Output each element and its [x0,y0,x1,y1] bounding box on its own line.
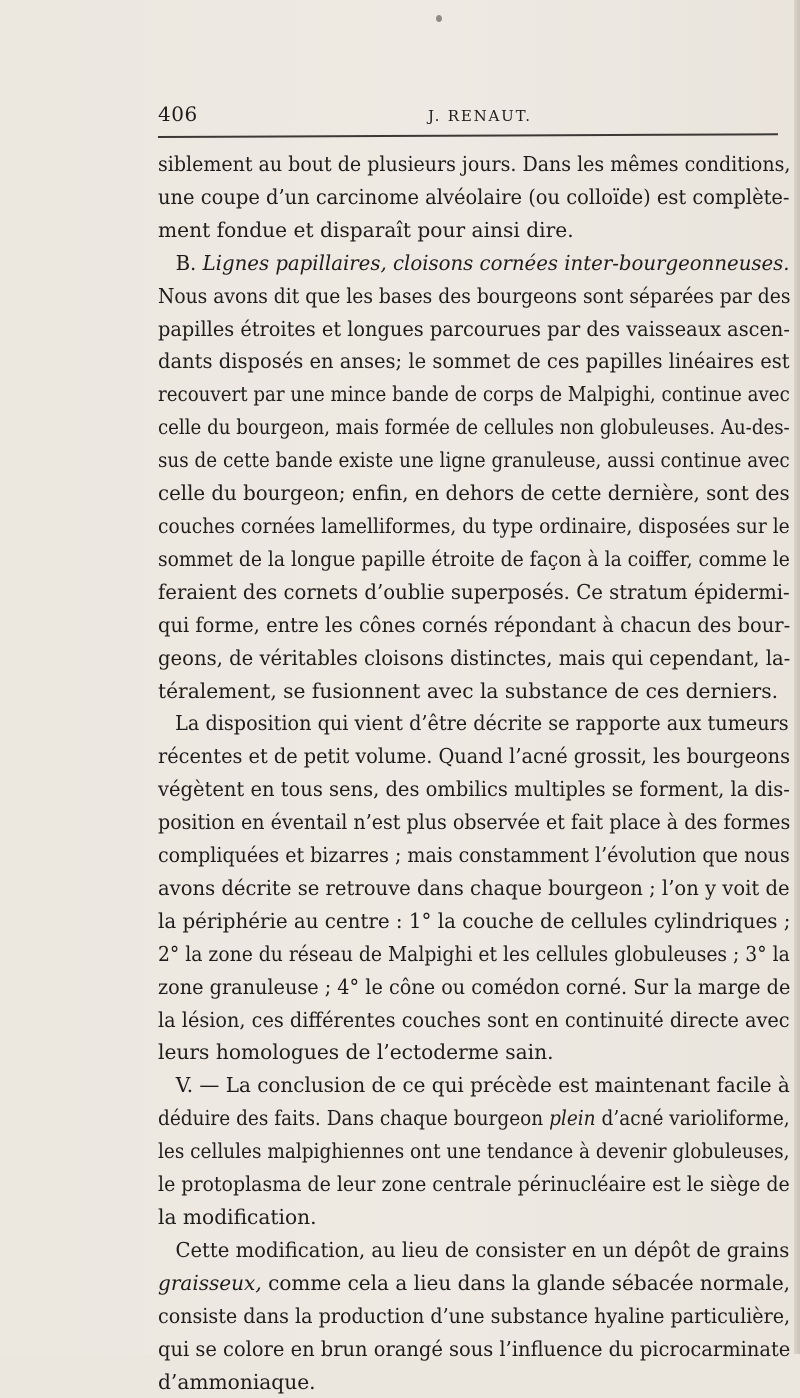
text-line: feraient des cornets d’oublie superposés. Ce stratum épidermi- [158,579,790,604]
text-line: la périphérie au centre : 1° la couche de cellules cylindriques ; [158,908,791,933]
text-line: d’ammoniaque. [158,1369,316,1394]
text-segment: comme cela a lieu dans la glande sébacée normale, [261,1270,791,1295]
italic-text: graisseux, [158,1270,262,1295]
page-number: 406 [158,102,198,126]
text-line: V. — La conclusion de ce qui précède est maintenant facile à [175,1073,790,1098]
text-line: geons, de véritables cloisons distinctes, mais qui cependant, la- [158,645,791,670]
italic-text: plein [549,1106,596,1131]
text-line: celle du bourgeon; enfin, en dehors de cette dernière, sont des [158,481,790,506]
text-line: leurs homologues de l’ectoderme sain. [158,1040,554,1065]
text-segment: B. [175,250,203,275]
text-line: qui se colore en brun orangé sous l’influence du picrocarminate [158,1336,791,1361]
text-line: dants disposés en anses; le sommet de ces papilles linéaires est [158,349,790,374]
page-edge-shadow [794,0,800,1354]
print-speck [436,15,442,22]
text-segment: déduire des faits. Dans chaque bourgeon [158,1106,550,1131]
text-line: une coupe d’un carcinome alvéolaire (ou colloïde) est complète- [158,184,790,209]
body-text [158,148,790,1398]
header-rule [158,133,778,138]
text-line: Nous avons dit que les bases des bourgeons sont séparées par des [158,283,791,308]
text-line: position en éventail n’est plus observée et fait place à des formes [158,810,791,835]
text-line: consiste dans la production d’une substance hyaline particulière, [158,1303,791,1328]
text-line: le protoplasma de leur zone centrale périnucléaire est le siège de [158,1172,790,1197]
text-line: téralement, se fusionnent avec la substance de ces derniers. [158,678,778,703]
text-line: Cette modification, au lieu de consister en un dépôt de grains [175,1237,790,1262]
text-line: celle du bourgeon, mais formée de cellules non globuleuses. Au-des- [158,415,790,440]
text-line: la modification. [158,1205,317,1229]
text-line: siblement au bout de plusieurs jours. Dans les mêmes conditions, [158,152,791,176]
text-line: végètent en tous sens, des ombilics multiples se forment, la dis- [158,777,790,802]
text-line: les cellules malpighiennes ont une tendance à devenir globuleuses, [158,1139,790,1164]
text-line [158,1267,791,1300]
text-line: compliquées et bizarres ; mais constamment l’évolution que nous [158,843,790,868]
text-line: couches cornées lamelliformes, du type ordinaire, disposées sur le [158,513,790,538]
text-line: ment fondue et disparaît pour ainsi dire. [158,217,574,242]
text-line [158,1102,790,1135]
text-line [158,247,790,280]
text-line: avons décrite se retrouve dans chaque bourgeon ; l’on y voit de [158,875,790,900]
text-line: sommet de la longue papille étroite de façon à la coiffer, comme le [158,546,790,571]
running-head: J. RENAUT. [428,107,532,125]
italic-text: Lignes papillaires, cloisons cornées inter-bourgeonneuses. [202,250,790,275]
text-line: qui forme, entre les cônes cornés répondant à chacun des bour- [158,612,791,637]
text-line: la lésion, ces différentes couches sont en continuité directe avec [158,1007,790,1032]
text-line: zone granuleuse ; 4° le cône ou comédon corné. Sur la marge de [158,974,791,999]
text-line: recouvert par une mince bande de corps de Malpighi, continue avec [158,382,790,407]
page-header [158,101,778,131]
text-segment: d’acné varioliforme, [595,1106,790,1131]
text-line: 2° la zone du réseau de Malpighi et les cellules globuleuses ; 3° la [158,941,790,966]
text-line: papilles étroites et longues parcourues par des vaisseaux ascen- [158,316,790,341]
text-line: La disposition qui vient d’être décrite se rapporte aux tumeurs [175,711,789,736]
text-line: sus de cette bande existe une ligne granuleuse, aussi continue avec [158,448,790,473]
text-line: récentes et de petit volume. Quand l’acné grossit, les bourgeons [158,744,790,769]
